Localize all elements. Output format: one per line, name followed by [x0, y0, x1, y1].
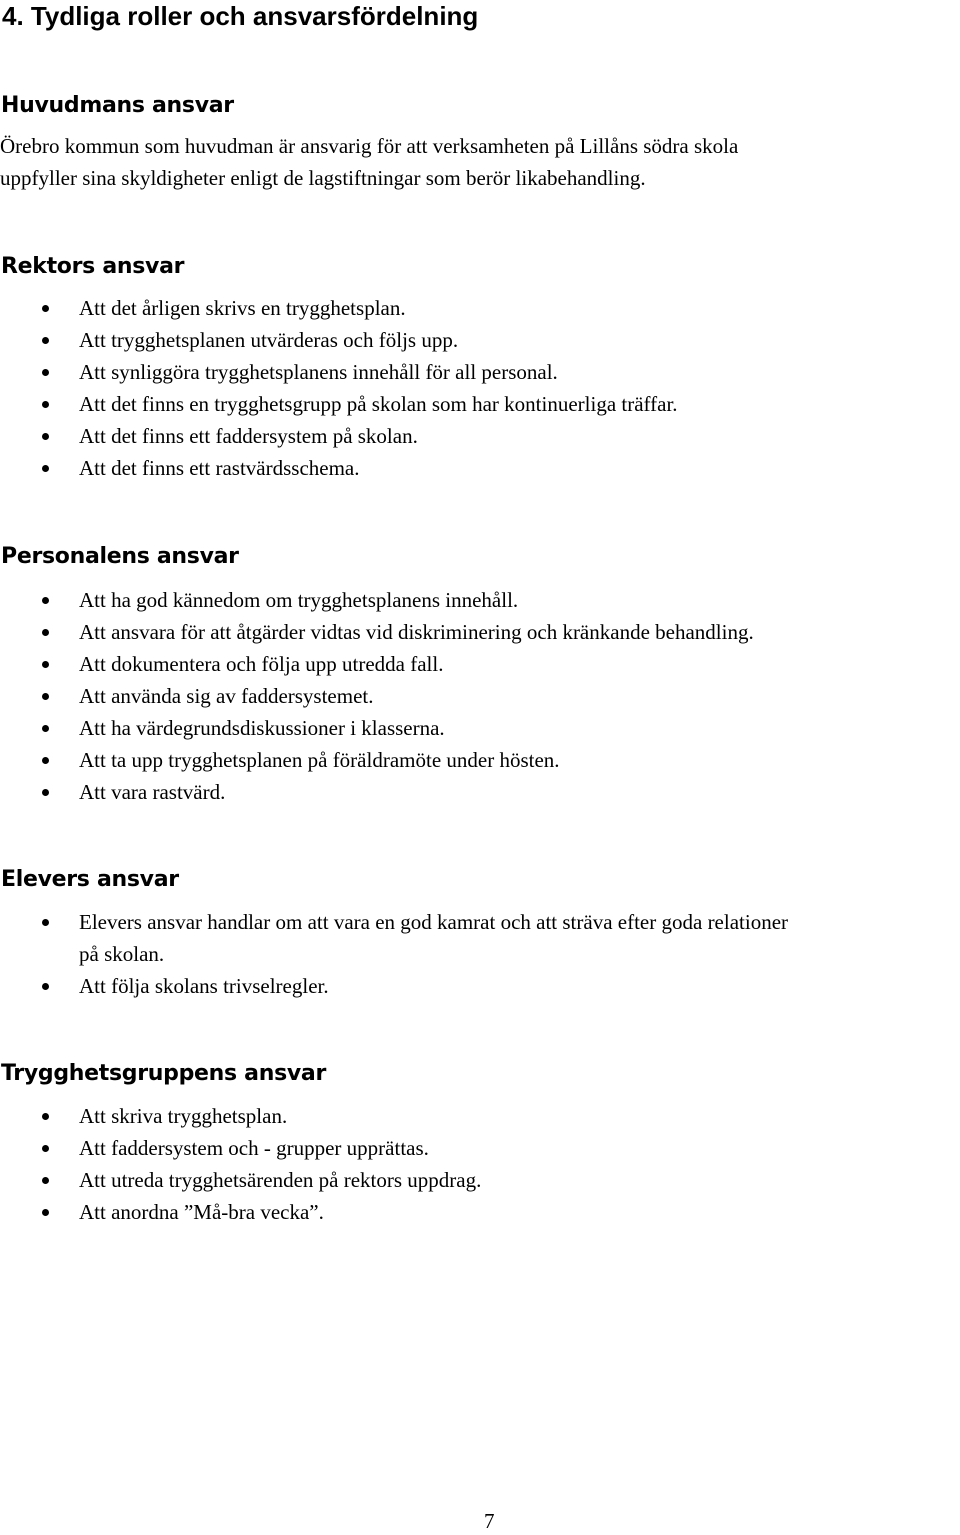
list-item-text: Att faddersystem och - grupper upprättas.	[79, 1136, 429, 1160]
huvudman-paragraph-line-1: Örebro kommun som huvudman är ansvarig för att verksamheten på Lillåns södra skola	[0, 134, 739, 158]
page-number: 7	[484, 1509, 495, 1533]
list-item	[0, 420, 960, 452]
list-item-text: Att anordna ”Må-bra vecka”.	[79, 1200, 324, 1224]
list-item	[0, 452, 960, 484]
list-item-text: Elevers ansvar handlar om att vara en god kamrat och att sträva efter goda relationer	[79, 910, 789, 934]
list-item	[0, 292, 960, 324]
chapter-title: 4. Tydliga roller och ansvarsfördelning	[2, 1, 479, 31]
list-item	[0, 712, 960, 744]
list-item-text: Att ta upp trygghetsplanen på föräldramöte under hösten.	[79, 748, 560, 772]
trygghetsgrupp-list	[0, 1100, 960, 1228]
rektor-list	[0, 292, 960, 484]
bullet-icon	[42, 465, 49, 472]
bullet-icon	[42, 725, 49, 732]
list-item-text: Att ha värdegrundsdiskussioner i klasserna.	[79, 716, 445, 740]
bullet-icon	[42, 401, 49, 408]
bullet-icon	[42, 757, 49, 764]
heading-trygghetsgruppens-ansvar: Trygghetsgruppens ansvar	[1, 1061, 327, 1086]
list-item-text: Att följa skolans trivselregler.	[79, 974, 329, 998]
list-item	[0, 906, 960, 938]
list-item-text: Att vara rastvärd.	[79, 780, 226, 804]
bullet-icon	[42, 693, 49, 700]
list-item	[0, 1196, 960, 1228]
list-item	[0, 1164, 960, 1196]
list-item	[0, 1132, 960, 1164]
heading-personalens-ansvar: Personalens ansvar	[1, 544, 239, 569]
bullet-icon	[42, 305, 49, 312]
list-item	[0, 616, 960, 648]
list-item	[0, 584, 960, 616]
heading-rektors-ansvar: Rektors ansvar	[1, 254, 185, 279]
bullet-icon	[42, 369, 49, 376]
bullet-icon	[42, 1145, 49, 1152]
list-item	[0, 776, 960, 808]
bullet-icon	[42, 661, 49, 668]
bullet-icon	[42, 919, 49, 926]
list-item	[0, 680, 960, 712]
list-item-text: Att trygghetsplanen utvärderas och följs upp.	[79, 328, 459, 352]
bullet-icon	[42, 337, 49, 344]
list-item-text: Att det finns ett faddersystem på skolan.	[79, 424, 418, 448]
bullet-icon	[42, 597, 49, 604]
list-item-text: Att utreda trygghetsärenden på rektors uppdrag.	[79, 1168, 482, 1192]
list-item-text: Att skriva trygghetsplan.	[79, 1104, 288, 1128]
list-item-text: Att det finns en trygghetsgrupp på skolan som har kontinuerliga träffar.	[79, 392, 678, 416]
bullet-icon	[42, 1177, 49, 1184]
bullet-icon	[42, 629, 49, 636]
list-item-text: Att synliggöra trygghetsplanens innehåll för all personal.	[79, 360, 558, 384]
personal-list	[0, 584, 960, 808]
list-item-text: Att ansvara för att åtgärder vidtas vid diskriminering och kränkande behandling.	[79, 620, 754, 644]
bullet-icon	[42, 1209, 49, 1216]
list-item	[0, 744, 960, 776]
list-item	[0, 356, 960, 388]
list-item-text: Att använda sig av faddersystemet.	[79, 684, 374, 708]
bullet-icon	[42, 983, 49, 990]
list-item-text: Att dokumentera och följa upp utredda fall.	[79, 652, 444, 676]
list-item-text: på skolan.	[79, 942, 165, 966]
heading-elevers-ansvar: Elevers ansvar	[1, 867, 179, 892]
list-item	[0, 970, 960, 1002]
bullet-icon	[42, 789, 49, 796]
heading-huvudmans-ansvar: Huvudmans ansvar	[1, 93, 234, 118]
list-item-text: Att det finns ett rastvärdsschema.	[79, 456, 360, 480]
list-item	[0, 1100, 960, 1132]
elever-list	[0, 906, 960, 1002]
list-item	[0, 648, 960, 680]
bullet-icon	[42, 433, 49, 440]
bullet-icon	[42, 1113, 49, 1120]
list-item	[0, 388, 960, 420]
list-item	[0, 324, 960, 356]
huvudman-paragraph-line-2: uppfyller sina skyldigheter enligt de lagstiftningar som berör likabehandling.	[0, 166, 646, 190]
list-item-text: Att det årligen skrivs en trygghetsplan.	[79, 296, 406, 320]
list-item-continuation	[0, 938, 960, 970]
list-item-text: Att ha god kännedom om trygghetsplanens innehåll.	[79, 588, 519, 612]
